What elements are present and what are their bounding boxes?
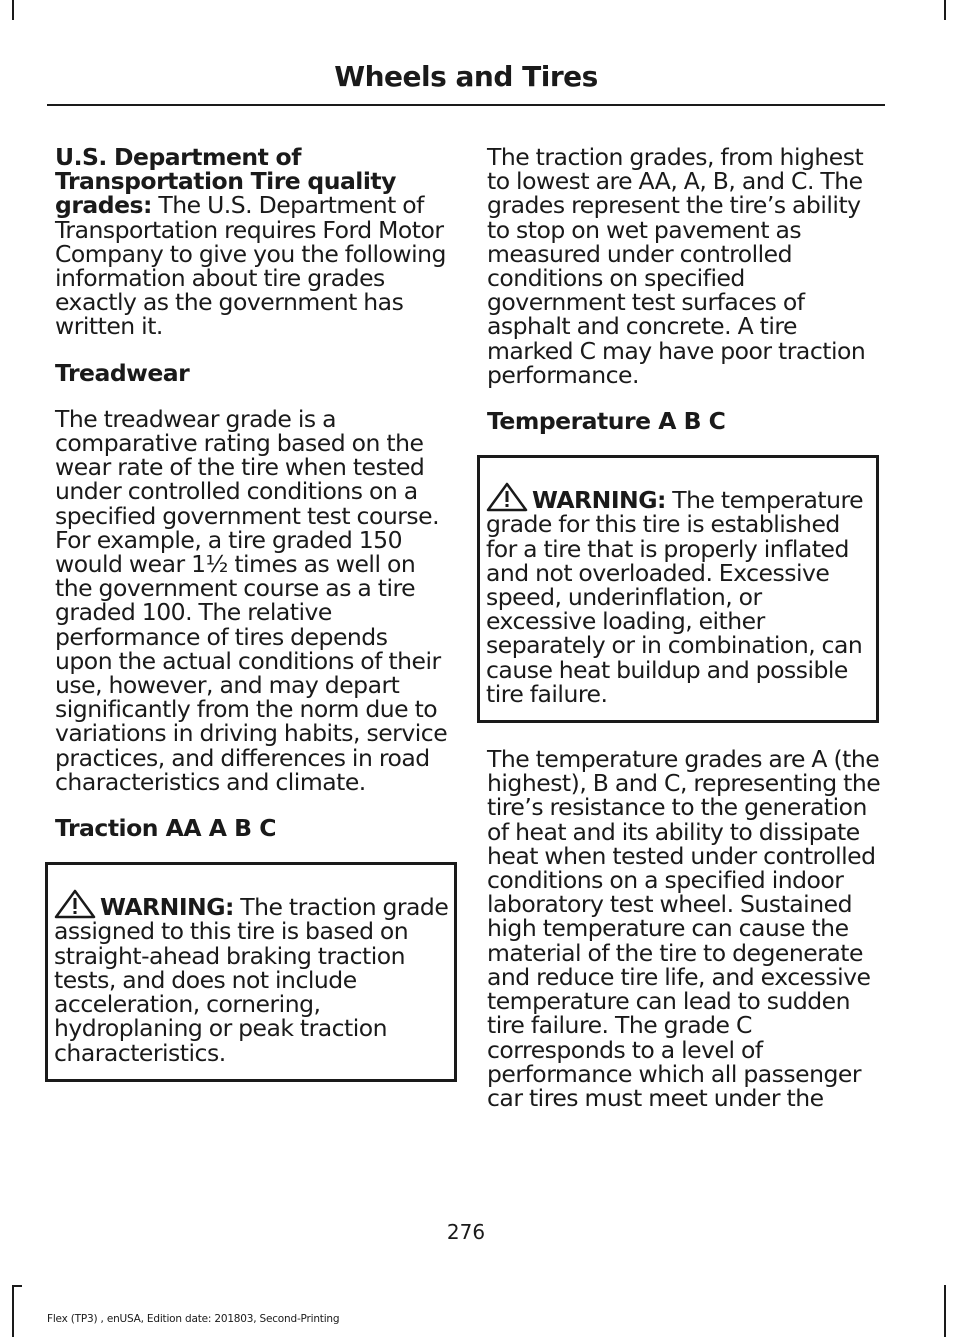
traction-warning-box (45, 862, 457, 1081)
header-divider (47, 104, 885, 106)
traction-warning-label: WARNING: (100, 893, 234, 922)
page-number: 276 (446, 1220, 486, 1244)
crop-mark-bottom-right (944, 1285, 946, 1337)
crop-mark-top-right (944, 0, 946, 20)
crop-mark-top-left (12, 0, 14, 20)
intro-paragraph (55, 145, 450, 339)
treadwear-paragraph: The treadwear grade is a comparative rating based on the wear rate of the tire when tested under controlled conditions on a specified government test course. For example, a tire graded 150 would wear 1½ times as well on the government course as a tire graded 100. The relative performance of tires depends upon the actual conditions of their use, however, and may depart significantly from the norm due to variations in driving habits, service practices, and differences in road characteristics and climate. (55, 404, 448, 796)
warning-triangle-icon (486, 482, 528, 512)
temperature-grades-paragraph: The temperature grades are A (the highest), B and C, representing the tire’s resistance to the generation of heat and its ability to dissipate heat when tested under controlled conditions on a specified indoor laboratory test wheel. Sustained high temperature can cause the material of the tire to degenerate and reduce tire life, and excessive temperature can lead to sudden tire failure. The grade C corresponds to a level of performance which all passenger car tires must meet under the (487, 745, 881, 1112)
intro-text: The U.S. Department of Transportation requires Ford Motor Company to give you the following information about tire grades exactly as the government has written it. (55, 191, 446, 341)
page-header-title: Wheels and Tires (334, 60, 598, 93)
temperature-warning-text: The temperature grade for this tire is established for a tire that is properly inflated and not overloaded. Excessive speed, underinflation, or excessive loading, either separately or in combination, can cause heat buildup and possible tire failure. (486, 486, 864, 708)
temperature-heading: Temperature A B C (487, 407, 726, 436)
warning-triangle-icon (54, 889, 96, 919)
traction-warning-text: The traction grade assigned to this tire is based on straight-ahead braking traction tests, and does not include acceleration, cornering, hydroplaning or peak traction characteristics. (54, 893, 449, 1067)
temperature-warning-box (477, 455, 879, 723)
traction-heading: Traction AA A B C (55, 814, 276, 843)
right-column (487, 145, 882, 1132)
footer-edition: Flex (TP3) , enUSA, Edition date: 201803, Second-Printing (47, 1313, 340, 1325)
intro-lead: U.S. Department of Transportation Tire quality grades: (55, 143, 396, 220)
traction-grades-paragraph: The traction grades, from highest to lowest are AA, A, B, and C. The grades represent the tire’s ability to stop on wet pavement as measured under controlled conditions on specified government test surfaces of asphalt and concrete. A tire marked C may have poor traction performance. (487, 143, 866, 389)
temperature-warning-label: WARNING: (532, 486, 666, 515)
crop-mark-bottom-left-horizontal (12, 1285, 22, 1287)
crop-mark-bottom-left (12, 1285, 14, 1337)
left-column (55, 145, 450, 1106)
treadwear-heading: Treadwear (55, 358, 190, 387)
